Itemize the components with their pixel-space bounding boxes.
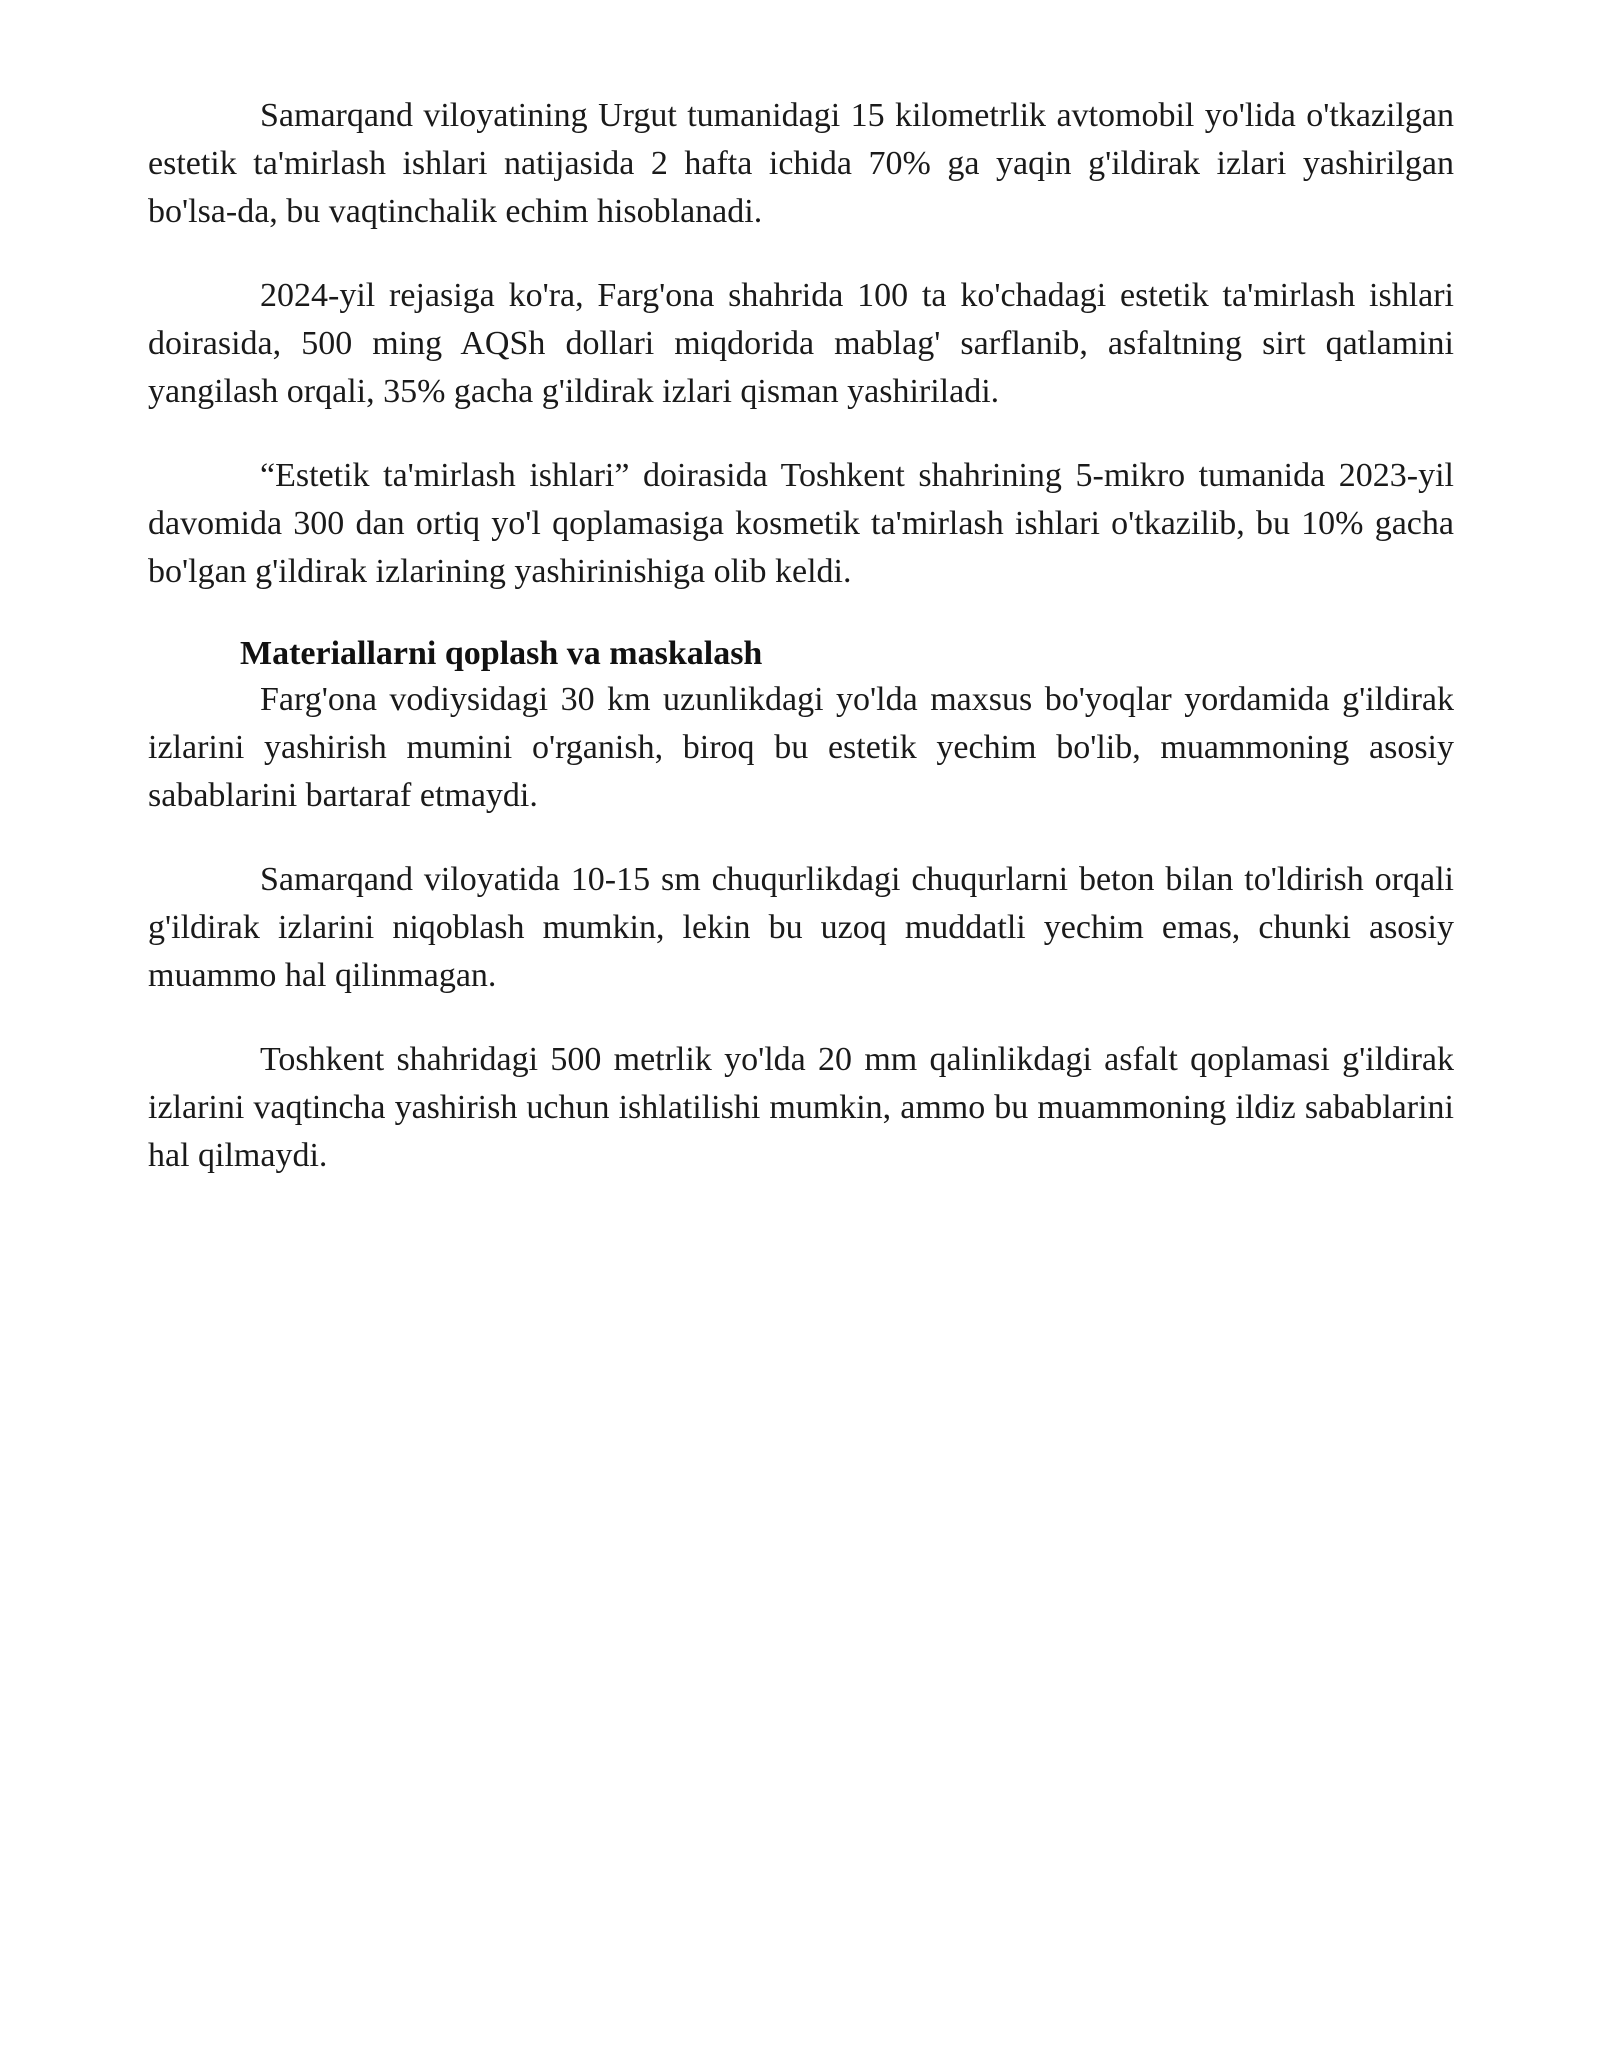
section-heading: Materiallarni qoplash va maskalash xyxy=(240,635,763,672)
paragraph-toshkent-cosmetic: “Estetik ta'mirlash ishlari” doirasida Toshkent shahrining 5-mikro tumanida 2023-yil davomida 300 dan ortiq yo'l qoplamasiga kosmetik ta'mirlash ishlari o'tkazilib, bu 10% gacha bo'lgan g'ildirak izlarining yashirinishiga olib keldi. xyxy=(148,457,1454,590)
paragraph-fargona-plan: 2024-yil rejasiga ko'ra, Farg'ona shahrida 100 ta ko'chadagi estetik ta'mirlash ishlari doirasida, 500 ming AQSh dollari miqdorida mablag' sarflanib, asfaltning sirt qatlamini yangilash orqali, 35% gacha g'ildirak izlari qisman yashiriladi. xyxy=(148,277,1454,410)
document-body xyxy=(148,92,1454,1216)
paragraph-fargona-paint: Farg'ona vodiysidagi 30 km uzunlikdagi yo'lda maxsus bo'yoqlar yordamida g'ildirak izlarini yashirish mumini o'rganish, biroq bu estetik yechim bo'lib, muammoning asosiy sabablarini bartaraf etmaydi. xyxy=(148,681,1454,814)
paragraph-toshkent-asphalt: Toshkent shahridagi 500 metrlik yo'lda 20 mm qalinlikdagi asfalt qoplamasi g'ildirak izlarini vaqtincha yashirish uchun ishlatilishi mumkin, ammo bu muammoning ildiz sabablarini hal qilmaydi. xyxy=(148,1041,1454,1174)
paragraph-samarqand-concrete: Samarqand viloyatida 10-15 sm chuqurlikdagi chuqurlarni beton bilan to'ldirish orqali g'ildirak izlarini niqoblash mumkin, lekin bu uzoq muddatli yechim emas, chunki asosiy muammo hal qilinmagan. xyxy=(148,861,1454,994)
paragraph-urgut-road: Samarqand viloyatining Urgut tumanidagi 15 kilometrlik avtomobil yo'lida o'tkazilgan estetik ta'mirlash ishlari natijasida 2 hafta ichida 70% ga yaqin g'ildirak izlari yashirilgan bo'lsa-da, bu vaqtinchalik echim hisoblanadi. xyxy=(148,97,1454,230)
